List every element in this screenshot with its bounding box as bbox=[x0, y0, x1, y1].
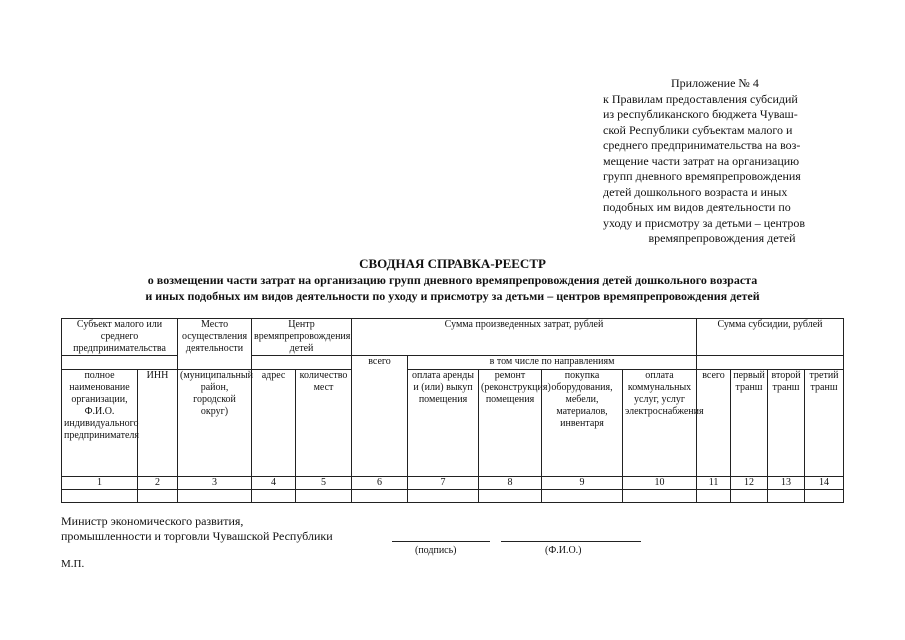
table-cell[interactable] bbox=[252, 490, 296, 503]
header-utilities: оплата коммунальных услуг, услуг электроснабжения bbox=[623, 370, 697, 477]
header-subsidy-cont bbox=[697, 356, 844, 370]
column-number: 2 bbox=[138, 477, 178, 490]
appendix-line: к Правилам предоставления субсидий bbox=[603, 91, 798, 106]
header-subject: Субъект малого или среднего предпринимательства bbox=[62, 319, 178, 356]
stamp-place: М.П. bbox=[61, 558, 85, 570]
column-number: 9 bbox=[542, 477, 623, 490]
column-number: 10 bbox=[623, 477, 697, 490]
title-line-1: о возмещении части затрат на организацию групп дневного времяпрепровождения детей дошкольного возраста bbox=[147, 273, 758, 287]
appendix-line: ской Республики субъектам малого и bbox=[603, 122, 793, 137]
header-center: Центр времяпрепровождения детей bbox=[252, 319, 352, 356]
appendix-line: уходу и присмотру за детьми – центров bbox=[603, 215, 806, 230]
appendix-line: мещение части затрат на организацию bbox=[603, 153, 800, 168]
column-number: 5 bbox=[296, 477, 352, 490]
title-main: СВОДНАЯ СПРАВКА-РЕЕСТР bbox=[359, 256, 546, 271]
column-number: 1 bbox=[62, 477, 138, 490]
header-row-1 bbox=[62, 319, 844, 356]
title-line-2: и иных подобных им видов деятельности по уходу и присмотру за детьми – центров времяпрепровождения детей bbox=[145, 289, 760, 303]
table-cell[interactable] bbox=[623, 490, 697, 503]
signatory-title-line-1: Министр экономического развития, bbox=[61, 514, 244, 528]
table-cell[interactable] bbox=[296, 490, 352, 503]
table-cell[interactable] bbox=[768, 490, 805, 503]
appendix-number: Приложение № 4 bbox=[671, 76, 759, 90]
header-inn: ИНН bbox=[138, 370, 178, 477]
table-cell[interactable] bbox=[408, 490, 479, 503]
header-costs: Сумма произведенных затрат, рублей bbox=[352, 319, 697, 356]
column-number: 13 bbox=[768, 477, 805, 490]
table-row bbox=[62, 490, 844, 503]
column-number: 7 bbox=[408, 477, 479, 490]
header-municipality: (муниципальный район, городской округ) bbox=[178, 370, 252, 477]
table-cell[interactable] bbox=[542, 490, 623, 503]
header-repair: ремонт (реконструкция) помещения bbox=[479, 370, 542, 477]
appendix-last-line: времяпрепровождения детей bbox=[648, 231, 796, 245]
header-subject-cont bbox=[62, 356, 178, 370]
table-cell[interactable] bbox=[352, 490, 408, 503]
appendix-line: из республиканского бюджета Чуваш- bbox=[603, 107, 798, 121]
header-place: Место осуществления деятельности bbox=[178, 319, 252, 370]
header-subsidy-total: всего bbox=[697, 370, 731, 477]
header-center-cont bbox=[252, 356, 352, 370]
appendix-text bbox=[603, 92, 841, 232]
header-equipment: покупка оборудования, мебели, материалов, инвентаря bbox=[542, 370, 623, 477]
table-cell[interactable] bbox=[62, 490, 138, 503]
appendix-line: среднего предпринимательства на воз- bbox=[603, 138, 801, 152]
column-number: 6 bbox=[352, 477, 408, 490]
signature-block bbox=[61, 514, 333, 544]
column-number: 8 bbox=[479, 477, 542, 490]
table-cell[interactable] bbox=[479, 490, 542, 503]
caption-name: (Ф.И.О.) bbox=[545, 545, 582, 556]
appendix-block bbox=[603, 76, 841, 247]
appendix-line: детей дошкольного возраста и иных bbox=[603, 184, 788, 199]
column-number: 4 bbox=[252, 477, 296, 490]
column-number-row bbox=[62, 477, 844, 490]
name-line[interactable] bbox=[501, 541, 641, 542]
table-cell[interactable] bbox=[178, 490, 252, 503]
header-rent: оплата аренды и (или) выкуп помещения bbox=[408, 370, 479, 477]
header-subsidy: Сумма субсидии, рублей bbox=[697, 319, 844, 356]
document-title bbox=[40, 256, 865, 304]
header-places: количество мест bbox=[296, 370, 352, 477]
header-tranche-2: второй транш bbox=[768, 370, 805, 477]
header-full-name: полное наименование организации, Ф.И.О. индивидуального предпринимателя bbox=[62, 370, 138, 477]
header-costs-total: всего bbox=[352, 356, 408, 477]
appendix-line: подобных им видов деятельности по bbox=[603, 200, 791, 214]
signature-line[interactable] bbox=[392, 541, 490, 542]
header-row-3 bbox=[62, 370, 844, 477]
caption-signature: (подпись) bbox=[415, 545, 457, 556]
registry-table bbox=[61, 318, 844, 503]
signatory-title-line-2: промышленности и торговли Чувашской Республики bbox=[61, 529, 333, 543]
table-cell[interactable] bbox=[138, 490, 178, 503]
column-number: 14 bbox=[805, 477, 844, 490]
header-address: адрес bbox=[252, 370, 296, 477]
column-number: 3 bbox=[178, 477, 252, 490]
column-number: 12 bbox=[731, 477, 768, 490]
table-cell[interactable] bbox=[697, 490, 731, 503]
header-tranche-3: третий транш bbox=[805, 370, 844, 477]
header-tranche-1: первый транш bbox=[731, 370, 768, 477]
table-cell[interactable] bbox=[805, 490, 844, 503]
table-cell[interactable] bbox=[731, 490, 768, 503]
column-number: 11 bbox=[697, 477, 731, 490]
appendix-line: групп дневного времяпрепровождения bbox=[603, 169, 801, 183]
header-directions: в том числе по направлениям bbox=[408, 356, 697, 370]
